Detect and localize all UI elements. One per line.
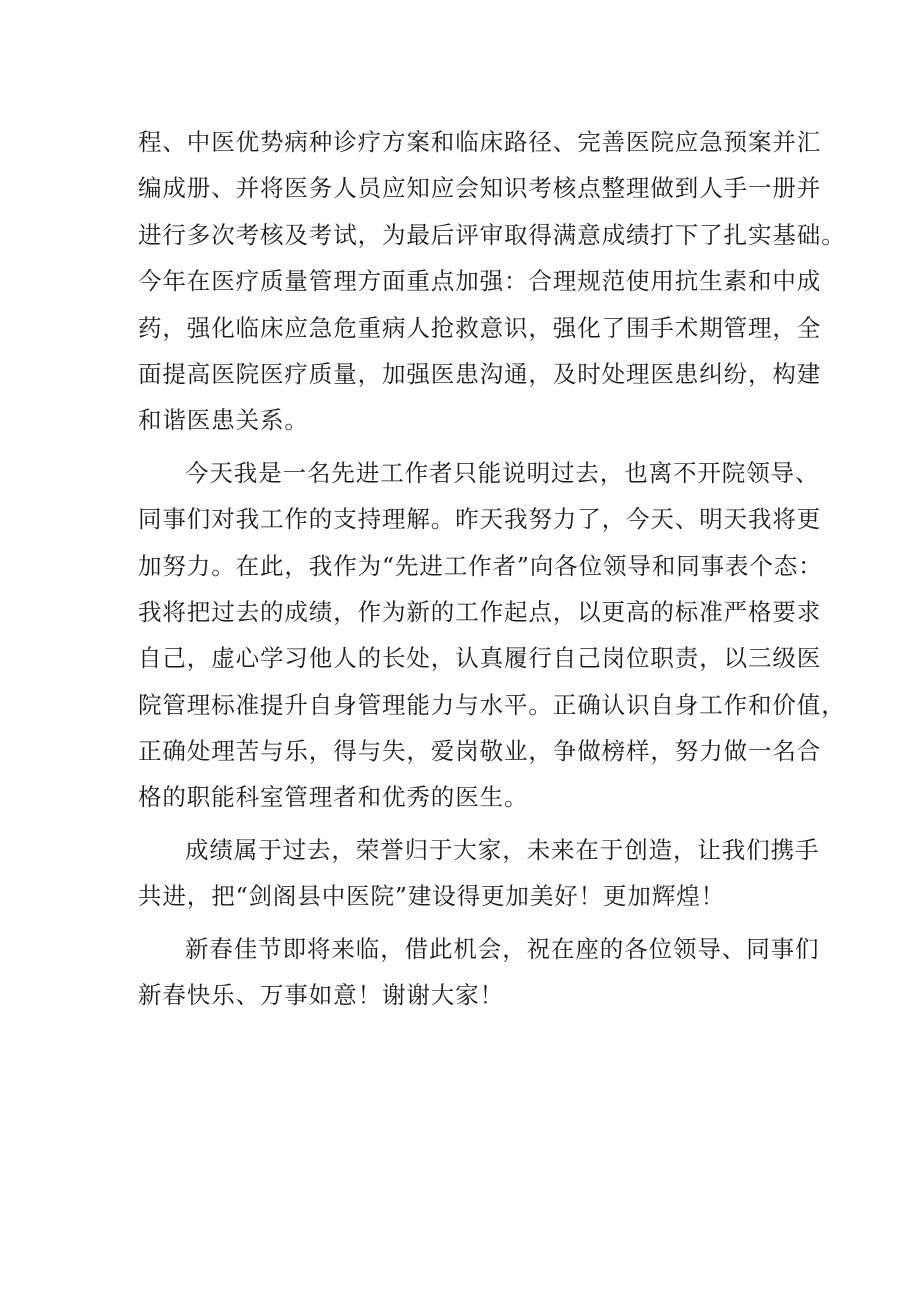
text-line: 药，强化临床应急危重病人抢救意识，强化了围手术期管理，全 (138, 313, 822, 342)
paragraph-4 (138, 926, 820, 1019)
text-line: 今天我是一名先进工作者只能说明过去，也离不开院领导、 (185, 458, 820, 487)
text-line: 进行多次考核及考试，为最后评审取得满意成绩打下了扎实基础。 (138, 220, 846, 249)
text-line: 同事们对我工作的支持理解。昨天我努力了，今天、明天我将更 (138, 505, 822, 534)
text-line: 新春快乐、万事如意！谢谢大家！ (138, 981, 504, 1010)
paragraph-1 (138, 119, 846, 444)
text-line: 程、中医优势病种诊疗方案和临床路径、完善医院应急预案并汇 (138, 128, 822, 156)
text-line: 院管理标准提升自身管理能力与水平。正确认识自身工作和价值， (138, 690, 846, 719)
text-line: 自己，虚心学习他人的长处，认真履行自己岗位职责，以三级医 (138, 644, 822, 673)
text-line: 面提高医院医疗质量，加强医患沟通，及时处理医患纠纷，构建 (138, 359, 822, 388)
text-line: 共进，把“剑阁县中医院”建设得更加美好！更加辉煌！ (138, 882, 726, 911)
text-line: 正确处理苦与乐，得与失，爱岗敬业，争做榜样，努力做一名合 (138, 737, 822, 766)
text-line: 和谐医患关系。 (138, 406, 309, 435)
paragraph-2 (138, 450, 846, 821)
paragraph-3 (138, 827, 820, 920)
text-line: 格的职能科室管理者和优秀的医生。 (138, 783, 529, 812)
text-line: 成绩属于过去，荣誉归于大家，未来在于创造，让我们携手 (185, 835, 820, 864)
text-line: 编成册、并将医务人员应知应会知识考核点整理做到人手一册并 (138, 174, 822, 203)
text-line: 我将把过去的成绩，作为新的工作起点，以更高的标准严格要求 (138, 597, 822, 626)
text-line: 新春佳节即将来临，借此机会，祝在座的各位领导、同事们 (185, 934, 820, 963)
text-line: 加努力。在此，我作为“先进工作者”向各位领导和同事表个态： (138, 551, 823, 580)
text-line: 今年在医疗质量管理方面重点加强：合理规范使用抗生素和中成 (138, 267, 822, 296)
document-body (138, 119, 846, 1018)
